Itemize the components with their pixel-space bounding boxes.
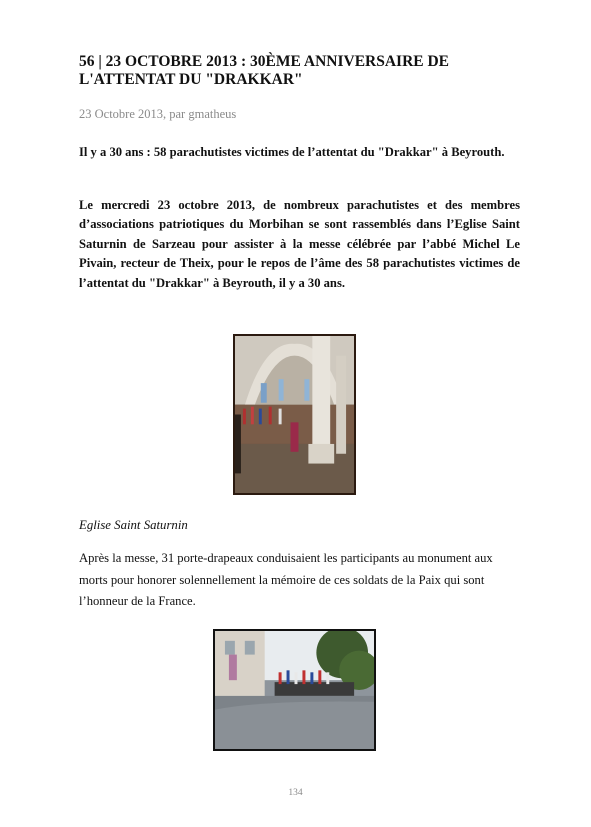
intro-paragraph: Il y a 30 ans : 58 parachutistes victimes de l’attentat du "Drakkar" à Beyrouth. (79, 145, 505, 159)
body-paragraph: Après la messe, 31 porte-drapeaux conduisaient les participants au monument aux morts pour honorer solennellement la mémoire de ces soldats de la Paix qui sont l’honneur de la France. (79, 551, 493, 608)
page-number: 134 (288, 788, 303, 798)
photo-caption: Eglise Saint Saturnin (79, 518, 188, 532)
article-byline: 23 Octobre 2013, par gmatheus (79, 107, 237, 121)
church-interior-photo (233, 334, 356, 495)
body-paragraph-bold: Le mercredi 23 octobre 2013, de nombreux parachutistes et des membres d’associations patriotiques du Morbihan se sont rassemblés dans l’Eglise Saint Saturnin de Sarzeau pour assister à la messe célébrée par l’abbé Michel Le Pivain, recteur de Theix, pour le repos de l’âme des 58 parachutistes victimes de l’attentat du "Drakkar" à Beyrouth, il y a 30 ans. (79, 198, 520, 290)
procession-photo (213, 629, 376, 751)
article-title: 56 | 23 OCTOBRE 2013 : 30ÈME ANNIVERSAIRE DE L'ATTENTAT DU "DRAKKAR" (79, 53, 450, 88)
